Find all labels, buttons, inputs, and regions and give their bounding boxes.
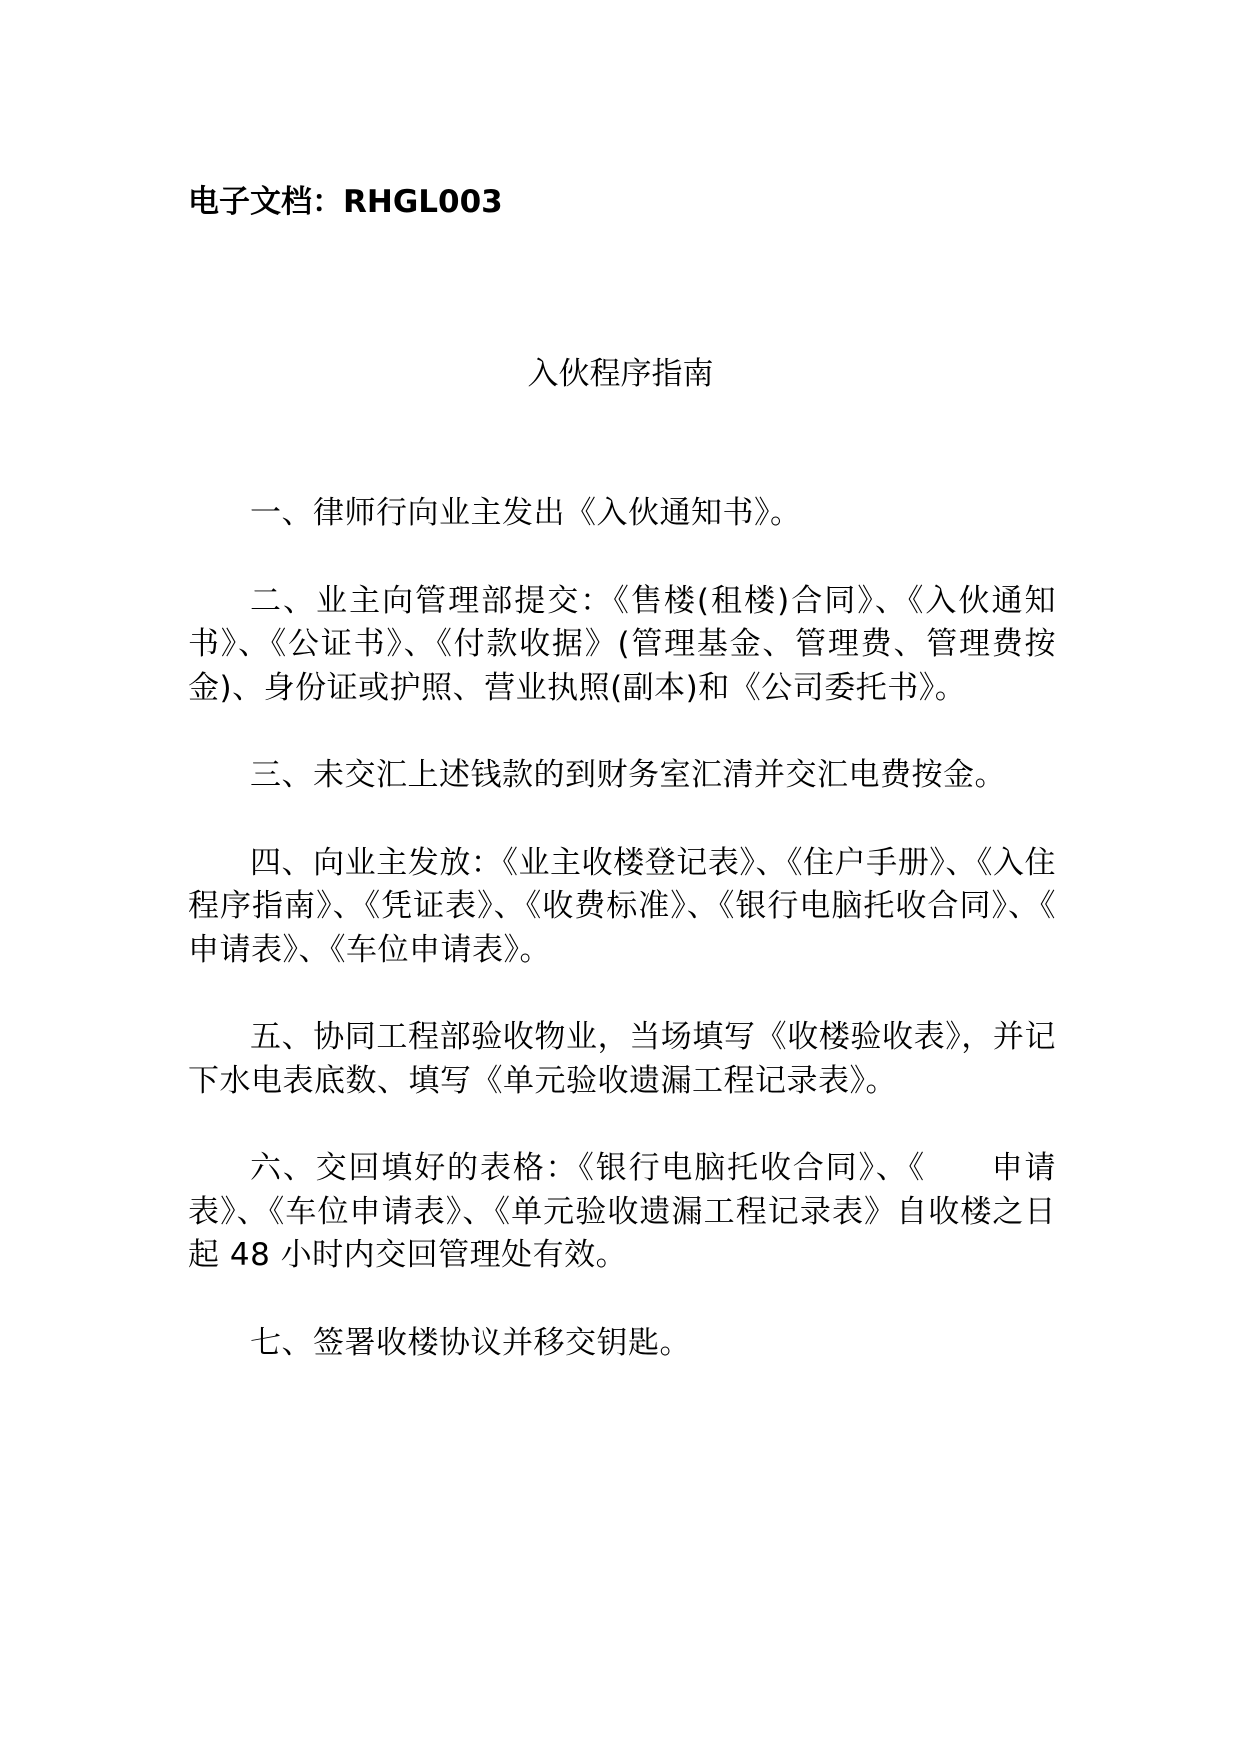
paragraph-step-7: 七、签署收楼协议并移交钥匙。 [250,1324,691,1361]
paragraph-step-2: 二、业主向管理部提交：《售楼(租楼)合同》、《入伙通知书》、《公证书》、《付款收据》(管理基金、管理费、管理费按金)、身份证或护照、营业执照(副本)和《公司委托书》。 [188,582,1056,706]
paragraph-step-4: 四、向业主发放：《业主收楼登记表》、《住户手册》、《入住程序指南》、《凭证表》、《收费标准》、《银行电脑托收合同》、《 申请表》、《车位申请表》。 [188,844,1119,968]
paragraph-step-5: 五、协同工程部验收物业，当场填写《收楼验收表》，并记下水电表底数、填写《单元验收遗漏工程记录表》。 [188,1019,1056,1099]
document-body [188,492,1119,1409]
paragraph-step-3: 三、未交汇上述钱款的到财务室汇清并交汇电费按金。 [250,757,1006,793]
document-id: 电子文档：RHGL003 [188,184,503,220]
document-title: 入伙程序指南 [527,356,714,392]
paragraph-step-6: 六、交回填好的表格：《银行电脑托收合同》、《 申请表》、《车位申请表》、《单元验收遗漏工程记录表》自收楼之日起 48 小时内交回管理处有效。 [188,1150,1056,1273]
paragraph-step-1: 一、律师行向业主发出《入伙通知书》。 [250,495,802,531]
